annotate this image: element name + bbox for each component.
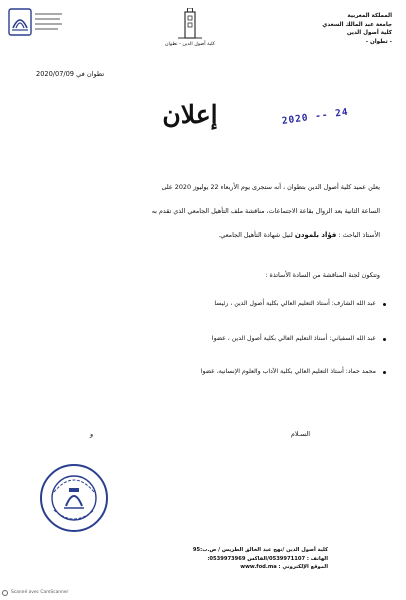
bullet-icon [383, 338, 386, 341]
footer-phone-fax: الهاتف : 0539971107/الفاكس 0539973969: [207, 555, 328, 562]
institution-header [282, 12, 392, 46]
body-line-3-suffix: لنيل شهادة التأهيل الجامعي. [218, 231, 293, 239]
bullet-icon [383, 371, 386, 374]
closing-salutation [90, 430, 310, 442]
header-line-city: - تطوان - [365, 38, 392, 45]
header-line-faculty: كلية أصول الدين [346, 30, 392, 36]
body-line-3-prefix: الأستاذ الباحث : [338, 231, 380, 239]
bullet-icon [383, 303, 386, 306]
reference-number: 2020 -- 24 [281, 106, 350, 127]
body-line-2: الساعة الثانية بعد الزوال بقاعة الاجتماعات، مناقشة ملف التأهيل الجامعي الذي تقدم به [151, 207, 380, 215]
closing-waw: و [90, 430, 94, 438]
body-line-3 [20, 232, 380, 239]
closing-salam: السـلام [290, 430, 310, 438]
body-line-1: يعلن عميد كلية أصول الدين بتطوان ، أنه ستجرى يوم الأربعاء 22 يوليوز 2020 على [161, 183, 380, 191]
faculty-stamp [38, 462, 110, 534]
university-logo [8, 6, 64, 40]
header-line-university: جامعة عبد المالك السعدي [322, 21, 392, 28]
footer-website: الموقع الإلكتروني : www.fod.ma [240, 564, 328, 570]
footer-address: كلية أصول الدين /نهج عبد الخالق الطريس / ص.ب:95 [192, 547, 328, 553]
committee-member-1: عبد الله الشارف: أستاذ التعليم العالي بكلية أصول الدين ، رئيسا [214, 300, 376, 307]
committee-member-2: عبد الله السفياني: أستاذ التعليم العالي بكلية أصول الدين ، عضوا [211, 335, 376, 342]
page-title: إعلان [162, 100, 218, 129]
candidate-name: فؤاد بلمودن [294, 231, 337, 239]
footer-contact [118, 546, 328, 572]
header-line-kingdom: المملكة المغربية [347, 13, 392, 19]
committee-member-3: محمد حماد: أستاذ التعليم العالي بكلية الآداب والعلوم الإنسانية، عضوا [200, 368, 376, 375]
scanner-watermark [2, 589, 69, 598]
document-date: تطوان في 2020/07/09 [36, 70, 105, 78]
scanner-watermark-text: Scanné avec CamScanner [11, 590, 69, 595]
camscanner-icon [2, 590, 8, 596]
emblem-caption: كلية أصول الدين - تطوان [165, 42, 215, 47]
minaret-icon [150, 8, 230, 42]
faculty-emblem [150, 8, 230, 54]
committee-intro: وتتكون لجنة المناقشة من السادة الأساتذة : [265, 271, 380, 279]
